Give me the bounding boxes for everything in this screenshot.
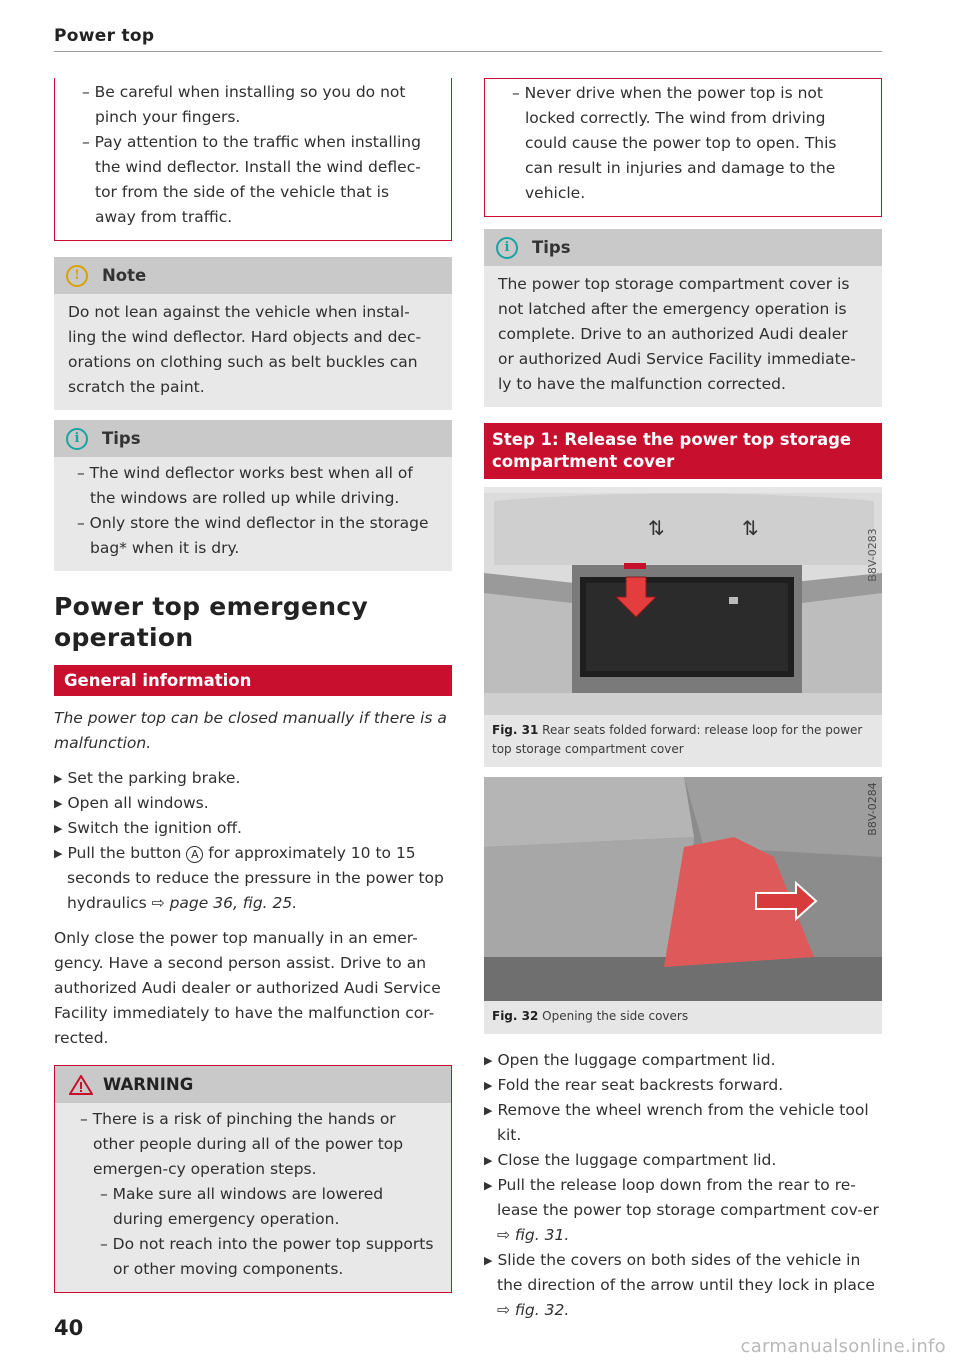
figure-31-illustration (484, 493, 882, 715)
cross-reference-link[interactable]: ⇨ fig. 31. (497, 1226, 570, 1244)
warning-label: WARNING (103, 1075, 194, 1094)
list-item: ▶ Slide the covers on both sides of the vehicle in the direction of the arrow until they lock in place ⇨ fig. 32. (484, 1251, 875, 1319)
triangle-bullet-icon: ▶ (54, 797, 63, 810)
list-item: – Pay attention to the traffic when installing the wind deflector. Install the wind deflec-tor from the side of the vehicle that is away from traffic. (82, 133, 421, 226)
list-item: ▶ Remove the wheel wrench from the vehicle tool kit. (484, 1101, 869, 1144)
warning-body (54, 1103, 452, 1293)
info-icon: i (496, 237, 518, 259)
svg-text:⇅: ⇅ (648, 516, 665, 540)
header-divider (54, 51, 882, 52)
figure-31-caption: Fig. 31 Rear seats folded forward: release loop for the power top storage compartment cover (492, 723, 863, 756)
list-item: ▶ Close the luggage compartment lid. (484, 1151, 777, 1169)
list-item: – Make sure all windows are lowered during emergency operation. (100, 1185, 384, 1228)
tips-body (54, 457, 452, 571)
list-item: ▶ Set the parking brake. (54, 769, 241, 787)
watermark: carmanualsonline.info (740, 1336, 946, 1357)
list-item: – The wind deflector works best when all of the windows are rolled up while driving. (77, 464, 413, 507)
note-box (54, 257, 452, 410)
tips-label: Tips (532, 238, 571, 257)
exclamation-icon: ! (66, 265, 88, 287)
warning-header (54, 1065, 452, 1103)
info-icon: i (66, 428, 88, 450)
list-item: – Do not reach into the power top supports or other moving components. (100, 1235, 434, 1278)
list-item: ▶ Fold the rear seat backrests forward. (484, 1076, 784, 1094)
tips-label: Tips (102, 429, 141, 448)
triangle-bullet-icon: ▶ (54, 822, 63, 835)
note-label: Note (102, 266, 147, 285)
list-item: – Never drive when the power top is not locked correctly. The wind from driving could cause the power top to open. This can result in injuries and damage to the vehicle. (512, 84, 837, 202)
figure-31 (484, 487, 882, 767)
triangle-bullet-icon: ▶ (484, 1179, 493, 1192)
note-text: Do not lean against the vehicle when instal-ling the wind deflector. Hard objects and dec-orations on clothing such as belt buckles can scratch the paint. (68, 303, 422, 396)
subsection-title: General information (54, 665, 452, 696)
intro-text: The power top can be closed manually if there is a malfunction. (54, 709, 447, 752)
warning-triangle-icon (69, 1075, 93, 1095)
page-number: 40 (54, 1316, 84, 1340)
list-item: ▶ Open all windows. (54, 794, 209, 812)
left-column (54, 78, 452, 1293)
circled-a-icon: A (186, 846, 203, 863)
tips-body (484, 266, 882, 407)
list-item: – There is a risk of pinching the hands or other people during all of the power top emergen-cy operation steps. (80, 1110, 404, 1178)
list-item: – Only store the wind deflector in the storage bag* when it is dry. (77, 514, 429, 557)
list-item: ▶ Open the luggage compartment lid. (484, 1051, 776, 1069)
note-header (54, 257, 452, 294)
continued-warning-box (54, 78, 452, 241)
cross-reference-link[interactable]: ⇨ fig. 32. (497, 1301, 570, 1319)
list-item: – Be careful when installing so you do not pinch your fingers. (82, 83, 406, 126)
step-title: Step 1: Release the power top storage compartment cover (484, 423, 882, 479)
svg-text:⇅: ⇅ (742, 516, 759, 540)
figure-32 (484, 777, 882, 1034)
list-item: ▶ Pull the button A for approximately 10 to 15 seconds to reduce the pressure in the power top hydraulics ⇨ page 36, fig. 25. (54, 844, 444, 912)
figure-32-caption: Fig. 32 Opening the side covers (492, 1009, 689, 1023)
figure-31-code: B8V-0283 (866, 528, 879, 582)
page-header-title: Power top (54, 26, 155, 46)
warning-continuation-box (484, 78, 882, 217)
triangle-bullet-icon: ▶ (54, 847, 63, 860)
tips-header (54, 420, 452, 457)
list-item: ▶ Switch the ignition off. (54, 819, 242, 837)
cross-reference-link[interactable]: ⇨ page 36, fig. 25. (151, 894, 298, 912)
list-item: ▶ Pull the release loop down from the rear to re-lease the power top storage compartment cov-er ⇨ fig. 31. (484, 1176, 879, 1244)
triangle-bullet-icon: ▶ (484, 1254, 493, 1267)
triangle-bullet-icon: ▶ (484, 1154, 493, 1167)
tips-header (484, 229, 882, 266)
figure-32-code: B8V-0284 (866, 782, 879, 836)
paragraph: Only close the power top manually in an emer-gency. Have a second person assist. Drive to an authorized Audi dealer or authorized Audi Service Facility immediately to have the malfunction cor-rected. (54, 929, 441, 1047)
section-title: Power top emergency operation (54, 592, 369, 652)
note-body (54, 294, 452, 410)
triangle-bullet-icon: ▶ (484, 1054, 493, 1067)
tips-text: The power top storage compartment cover is not latched after the emergency operation is complete. Drive to an authorized Audi dealer or authorized Audi Service Facility immediate-ly to have the malfunction corrected. (498, 275, 856, 393)
triangle-bullet-icon: ▶ (484, 1104, 493, 1117)
tips-box (54, 420, 452, 571)
right-column (484, 78, 882, 1323)
warning-box (54, 1065, 452, 1293)
triangle-bullet-icon: ▶ (54, 772, 63, 785)
figure-32-illustration (484, 777, 882, 1001)
triangle-bullet-icon: ▶ (484, 1079, 493, 1092)
tips-box (484, 229, 882, 407)
